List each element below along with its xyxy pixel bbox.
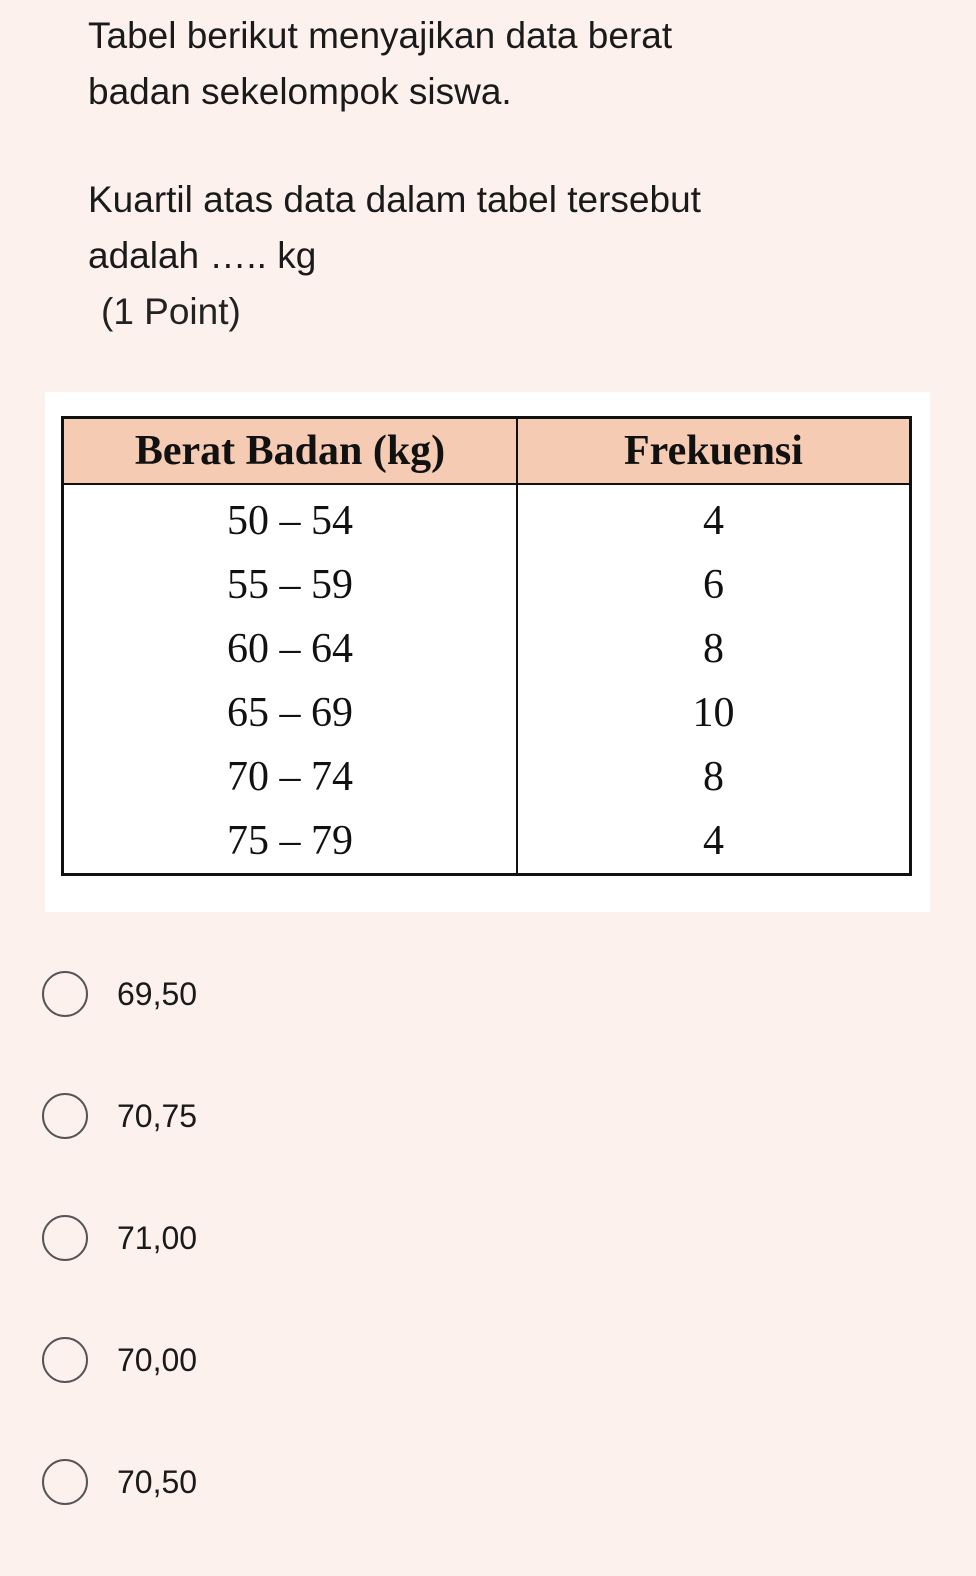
table-row [63, 745, 911, 809]
table-cell-frequency: 4 [517, 809, 911, 875]
table-cell-frequency: 10 [517, 681, 911, 745]
radio-button[interactable] [42, 1215, 88, 1261]
answer-option-label: 70,00 [117, 1341, 198, 1378]
answer-option[interactable] [42, 1088, 197, 1144]
table-row [63, 553, 911, 617]
table-header-frequency: Frekuensi [517, 418, 911, 485]
answer-option-label: 70,50 [117, 1463, 198, 1500]
table-row [63, 809, 911, 875]
question-line: badan sekelompok siswa. [88, 71, 512, 112]
question-line: Tabel berikut menyajikan data berat [88, 15, 673, 56]
table-cell-weight: 55 – 59 [63, 553, 518, 617]
radio-button[interactable] [42, 971, 88, 1017]
radio-button[interactable] [42, 1337, 88, 1383]
table-cell-frequency: 6 [517, 553, 911, 617]
table-row [63, 484, 911, 553]
question-line: adalah ….. kg [88, 235, 317, 276]
table-cell-weight: 65 – 69 [63, 681, 518, 745]
table-header-row [63, 418, 911, 485]
radio-button[interactable] [42, 1093, 88, 1139]
answer-option[interactable] [42, 1332, 197, 1388]
question-line: Kuartil atas data dalam tabel tersebut [88, 179, 701, 220]
table-header-weight: Berat Badan (kg) [63, 418, 518, 485]
table-cell-frequency: 4 [517, 484, 911, 553]
table-row [63, 681, 911, 745]
table-cell-weight: 60 – 64 [63, 617, 518, 681]
table-cell-frequency: 8 [517, 617, 911, 681]
frequency-table [61, 416, 912, 876]
answer-option-label: 69,50 [117, 975, 198, 1012]
radio-button[interactable] [42, 1459, 88, 1505]
table-cell-weight: 50 – 54 [63, 484, 518, 553]
question-text [88, 8, 908, 340]
question-image [45, 392, 930, 912]
table-cell-weight: 75 – 79 [63, 809, 518, 875]
table-cell-weight: 70 – 74 [63, 745, 518, 809]
answer-options [42, 966, 197, 1576]
answer-option-label: 71,00 [117, 1219, 198, 1256]
table-cell-frequency: 8 [517, 745, 911, 809]
answer-option-label: 70,75 [117, 1097, 198, 1134]
question-points: (1 Point) [101, 291, 241, 332]
answer-option[interactable] [42, 1210, 197, 1266]
answer-option[interactable] [42, 1454, 197, 1510]
answer-option[interactable] [42, 966, 197, 1022]
table-row [63, 617, 911, 681]
